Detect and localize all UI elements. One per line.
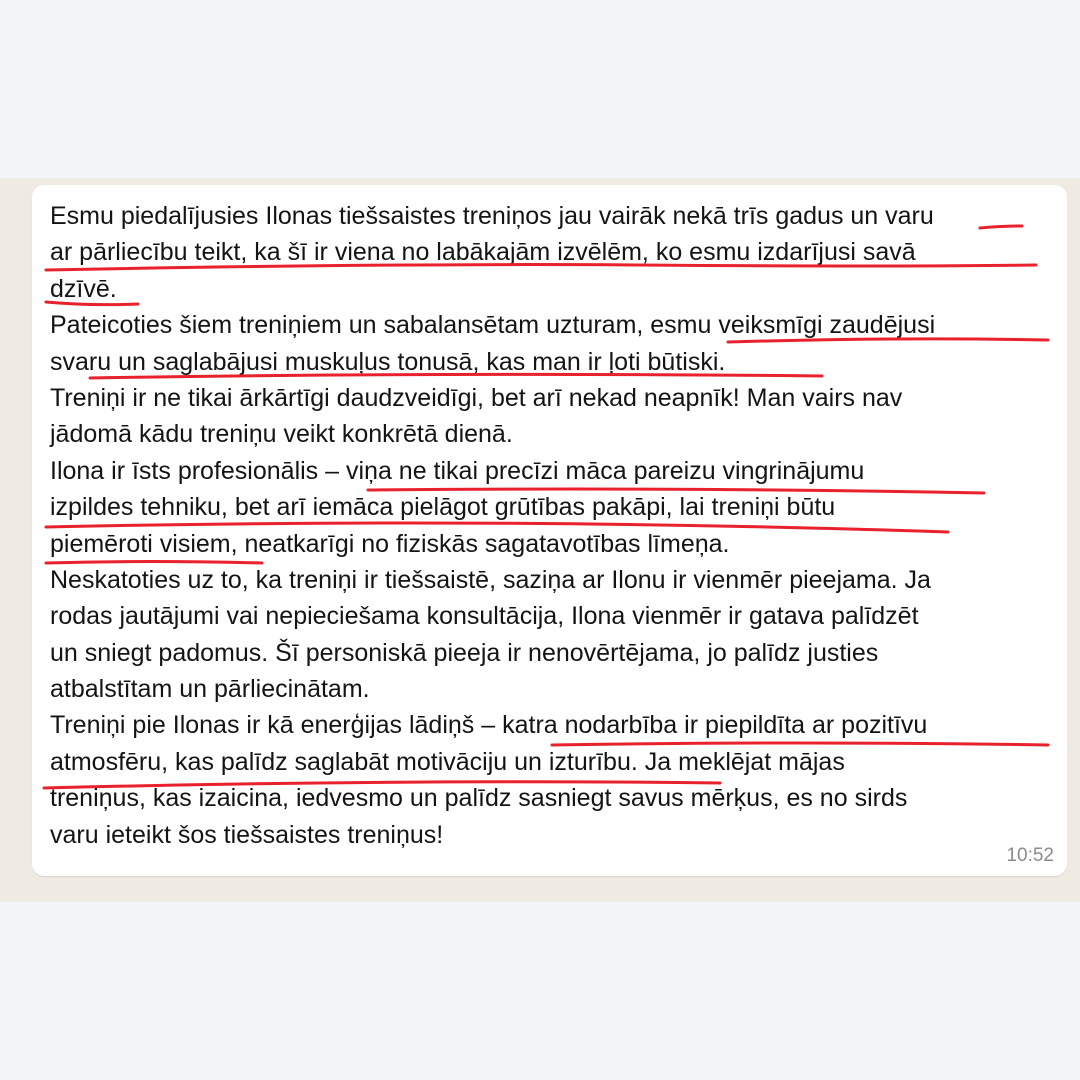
message-line: Pateicoties šiem treniņiem un sabalansētam uzturam, esmu veiksmīgi zaudējusi [50,311,936,340]
message-line [50,271,1050,307]
message-line: varu ieteikt šos tiešsaistes treniņus! [50,820,444,849]
highlighted-phrase: katra nodarbība ir piepildīta ar pozitīvu [502,711,928,740]
message-timestamp: 10:52 [1006,845,1054,866]
message-line: Treniņi pie Ilonas ir kā enerģijas lādiņš – katra nodarbība ir piepildīta ar pozitīvu [50,711,928,740]
message-line: un sniegt padomus. Šī personiskā pieeja ir nenovērtējama, jo palīdz justies [50,638,879,667]
highlighted-phrase: atmosfēru, kas palīdz saglabāt motivāciju un izturību [50,747,631,776]
message-line: treniņus, kas izaicina, iedvesmo un palīdz sasniegt savus mērķus, es no sirds [50,784,908,813]
highlighted-phrase: viņa ne tikai precīzi māca pareizu vingrinājumu [345,456,865,485]
message-line: atmosfēru, kas palīdz saglabāt motivāciju un izturību. Ja meklējat mājas [50,747,845,776]
highlighted-phrase: piemēroti visiem [50,529,231,558]
message-line: Ilona ir īsts profesionālis – viņa ne tikai precīzi māca pareizu vingrinājumu [50,456,865,485]
message-line: Treniņi ir ne tikai ārkārtīgi daudzveidīgi, bet arī nekad neapnīk! Man vairs nav [50,383,903,412]
highlighted-phrase: esmu veiksmīgi zaudējusi [650,311,936,340]
highlighted-phrase: dzīvē. [50,274,117,303]
highlighted-phrase: ar pārliecību teikt, ka šī ir viena no labākajām izvēlēm, ko esmu izdarījusi savā [50,238,916,267]
message-line: Esmu piedalījusies Ilonas tiešsaistes treniņos jau vairāk nekā trīs gadus un varu [50,202,934,230]
message-line: jādomā kādu treniņu veikt konkrētā dienā. [50,420,513,449]
highlighted-phrase: varu [885,202,934,230]
message-line: atbalstītam un pārliecinātam. [50,675,370,704]
highlighted-phrase: izpildes tehniku, bet arī iemāca pielāgot grūtības pakāpi, lai treniņi būtu [50,493,836,522]
message-line: piemēroti visiem, neatkarīgi no fiziskās sagatavotības līmeņa. [50,529,730,558]
message-text [50,198,1050,853]
highlighted-phrase: svaru un saglabājusi muskuļus tonusā, kas man ir ļoti būtiski. [50,347,726,376]
message-line [50,344,1050,380]
message-line [50,234,1050,270]
message-line: Neskatoties uz to, ka treniņi ir tiešsaistē, saziņa ar Ilonu ir vienmēr pieejama. Ja [50,565,931,594]
message-line: rodas jautājumi vai nepieciešama konsultācija, Ilona vienmēr ir gatava palīdzēt [50,602,919,631]
message-line [50,489,1050,525]
